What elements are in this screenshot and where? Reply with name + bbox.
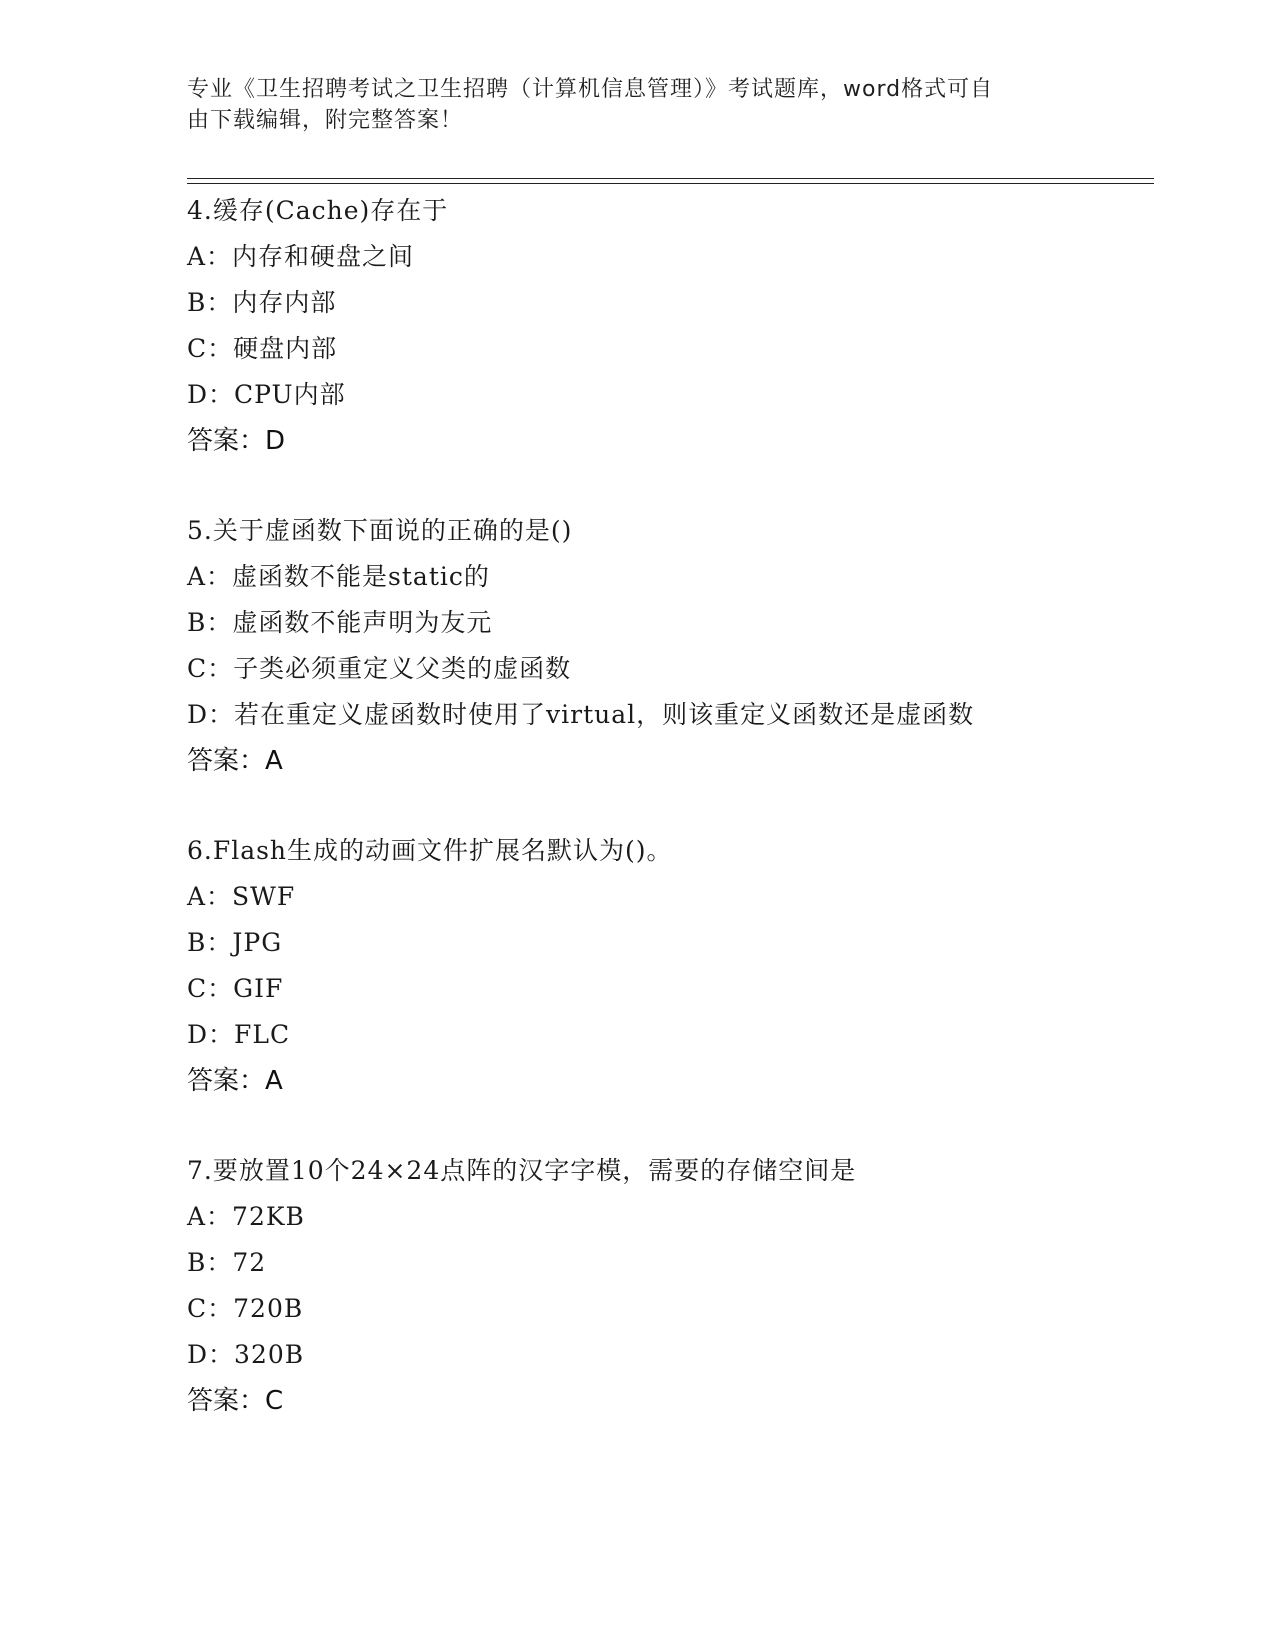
option-b: B：内存内部 xyxy=(187,288,337,317)
option-a: A：72KB xyxy=(187,1202,305,1231)
answer-text: 答案：A xyxy=(187,746,283,776)
option-d: D：若在重定义虚函数时使用了virtual，则该重定义函数还是虚函数 xyxy=(187,700,975,729)
question-title: 4.缓存(Cache)存在于 xyxy=(187,196,449,225)
header-divider-bottom xyxy=(187,183,1154,184)
document-header xyxy=(187,74,1067,136)
option-b: B：虚函数不能声明为友元 xyxy=(187,608,493,637)
option-b: B：JPG xyxy=(187,928,283,957)
option-b: B：72 xyxy=(187,1248,267,1277)
question-block xyxy=(187,1148,1147,1424)
question-block xyxy=(187,508,1147,784)
option-d: D：320B xyxy=(187,1340,305,1369)
option-a: A：内存和硬盘之间 xyxy=(187,242,415,271)
header-divider-top xyxy=(187,178,1154,179)
question-block xyxy=(187,828,1147,1104)
question-block xyxy=(187,188,1147,464)
option-c: C：子类必须重定义父类的虚函数 xyxy=(187,654,572,683)
answer-text: 答案：C xyxy=(187,1386,284,1416)
option-a: A：SWF xyxy=(187,882,296,911)
answer-text: 答案：D xyxy=(187,426,286,456)
option-c: C：硬盘内部 xyxy=(187,334,338,363)
header-line-1: 专业《卫生招聘考试之卫生招聘（计算机信息管理）》考试题库，word格式可自 xyxy=(187,77,994,102)
question-title: 7.要放置10个24×24点阵的汉字字模，需要的存储空间是 xyxy=(187,1156,857,1185)
option-c: C：GIF xyxy=(187,974,284,1003)
question-title: 5.关于虚函数下面说的正确的是() xyxy=(187,516,573,545)
answer-text: 答案：A xyxy=(187,1066,283,1096)
option-a: A：虚函数不能是static的 xyxy=(187,562,490,591)
option-d: D：FLC xyxy=(187,1020,291,1049)
option-d: D：CPU内部 xyxy=(187,380,346,409)
question-title: 6.Flash生成的动画文件扩展名默认为()。 xyxy=(187,836,673,865)
option-c: C：720B xyxy=(187,1294,304,1323)
header-line-2: 由下载编辑，附完整答案！ xyxy=(187,108,464,133)
